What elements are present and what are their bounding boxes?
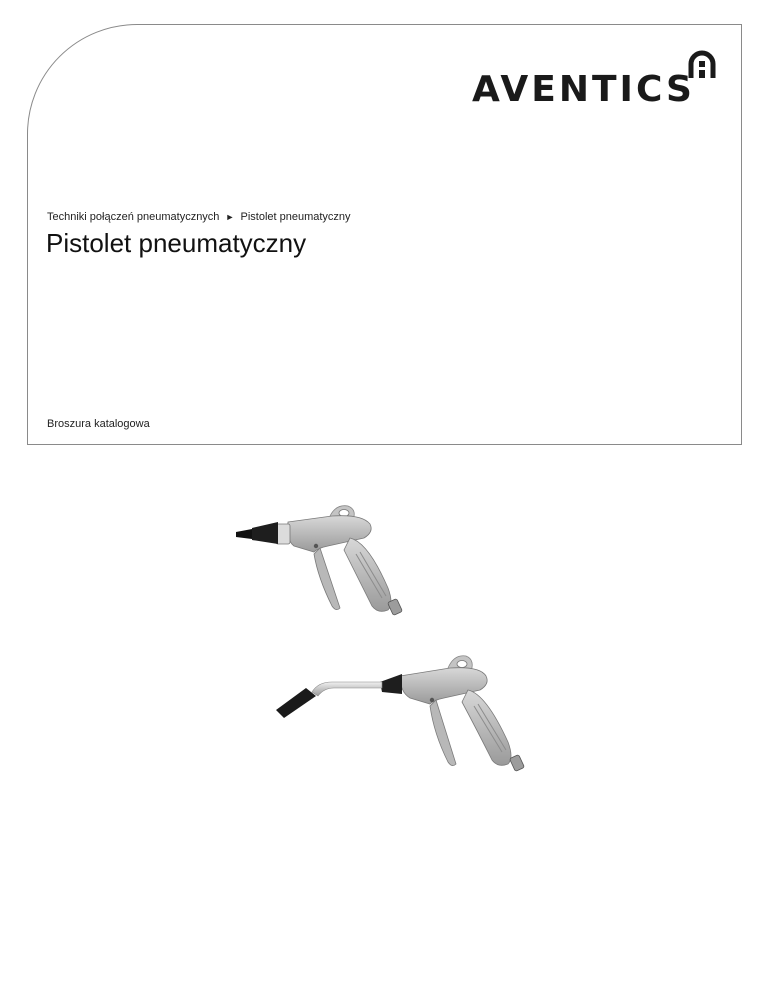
breadcrumb-parent: Techniki połączeń pneumatycznych — [47, 211, 220, 223]
brand-name: AVENTICS — [472, 69, 695, 110]
breadcrumb-separator-icon: ► — [225, 212, 235, 222]
blow-gun-extended-nozzle-image — [272, 652, 534, 777]
brand-logo-icon — [687, 50, 717, 80]
blow-gun-short-nozzle-image — [232, 502, 412, 620]
document-type: Broszura katalogowa — [47, 418, 150, 430]
breadcrumb-current: Pistolet pneumatyczny — [240, 211, 351, 223]
page-title: Pistolet pneumatyczny — [46, 228, 307, 258]
breadcrumb — [47, 211, 351, 223]
brand-logo — [472, 50, 718, 112]
